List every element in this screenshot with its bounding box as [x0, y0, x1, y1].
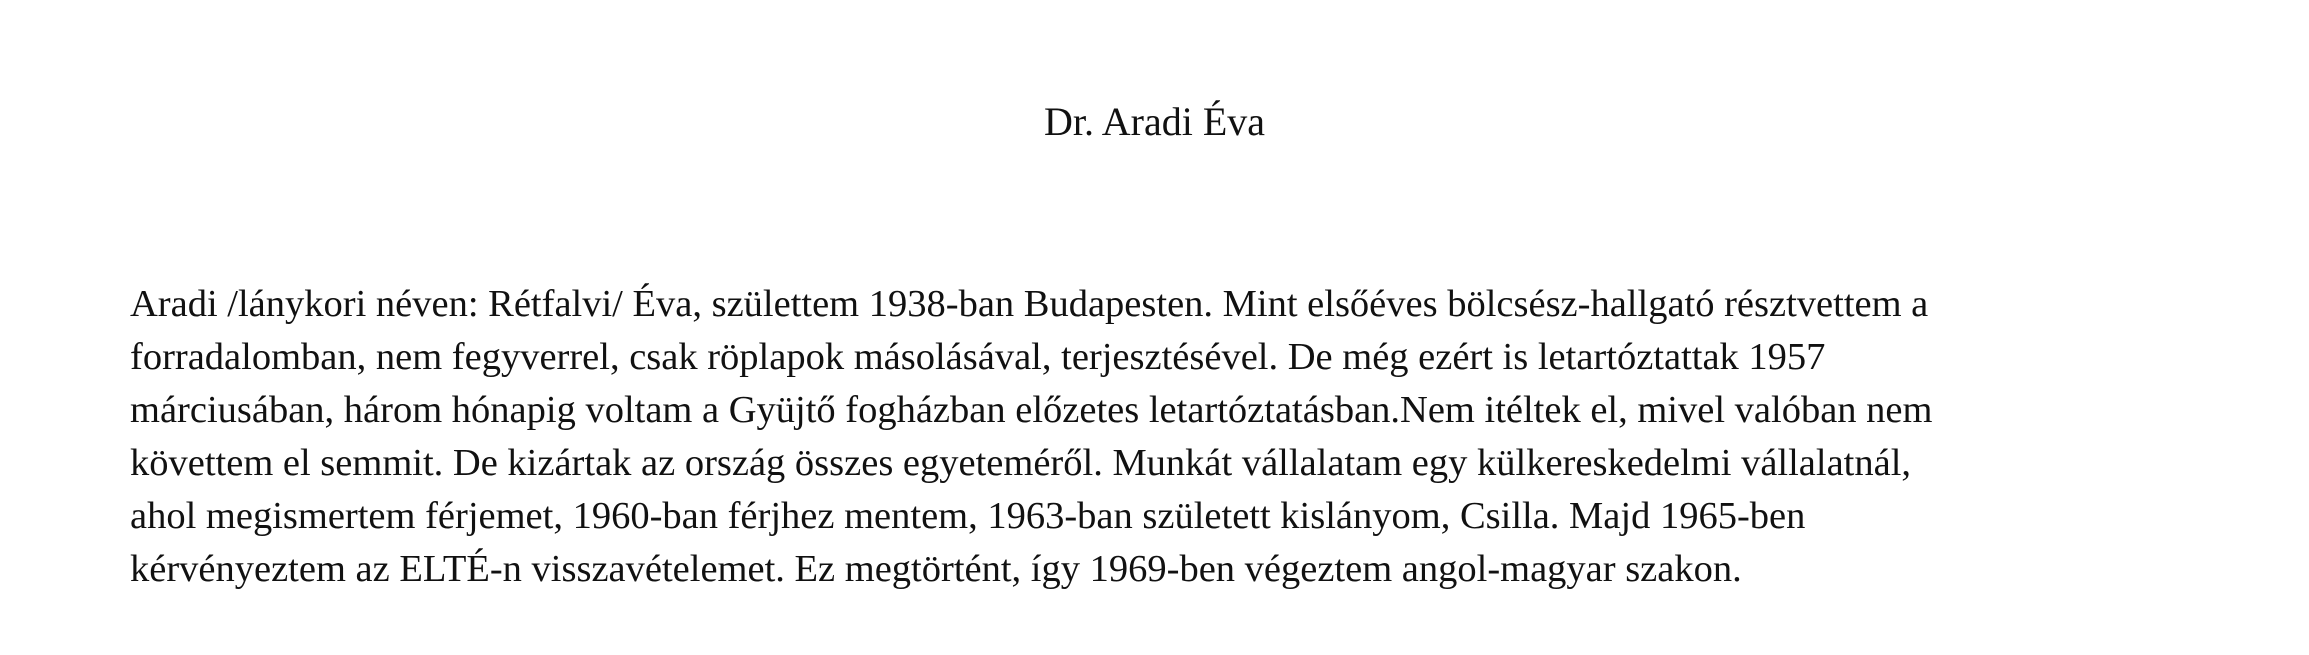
- paragraph-line: márciusában, három hónapig voltam a Gyüjtő fogházban előzetes letartóztatásban.Nem itéltek el, mivel valóban nem: [130, 389, 1933, 431]
- paragraph-line: követtem el semmit. De kizártak az ország összes egyeteméről. Munkát vállalatam egy külkereskedelmi vállalatnál,: [130, 442, 1912, 484]
- paragraph-line: Aradi /lánykori néven: Rétfalvi/ Éva, születtem 1938-ban Budapesten. Mint elsőéves bölcsész-hallgató résztvettem a: [130, 283, 1929, 325]
- document-title: Dr. Aradi Éva: [1043, 99, 1266, 144]
- paragraph-line: ahol megismertem férjemet, 1960-ban férjhez mentem, 1963-ban született kislányom, Csilla. Majd 1965-ben: [130, 495, 1806, 537]
- biography-paragraph: [130, 278, 2220, 596]
- paragraph-line: forradalomban, nem fegyverrel, csak röplapok másolásával, terjesztésével. De még ezért is letartóztattak 1957: [130, 336, 1826, 378]
- paragraph-line: kérvényeztem az ELTÉ-n visszavételemet. Ez megtörtént, így 1969-ben végeztem angol-magyar szakon.: [130, 548, 1742, 590]
